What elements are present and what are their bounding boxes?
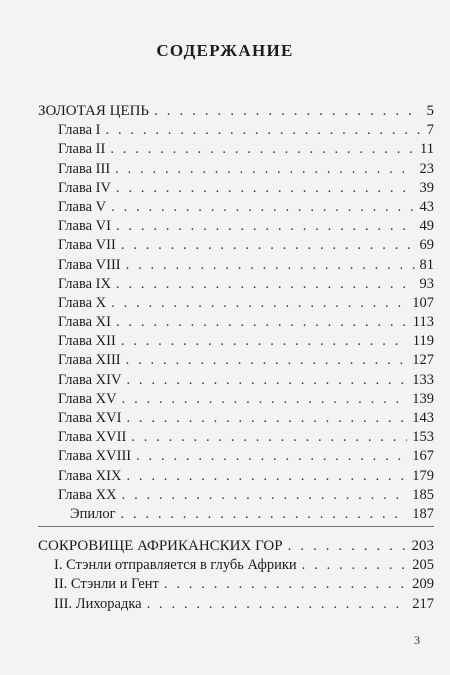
toc-chapter-row: [38, 332, 434, 351]
dot-leader: [126, 467, 407, 486]
chapter-title: II. Стэнли и Гент: [54, 576, 159, 593]
page-number: 167: [412, 448, 434, 465]
toc-chapter-row: [38, 256, 434, 275]
toc-chapter-row: [38, 556, 434, 575]
chapter-title: I. Стэнли отправляется в глубь Африки: [54, 557, 297, 574]
toc-chapter-row: [38, 140, 434, 159]
page-number: 185: [412, 486, 434, 503]
chapter-title: Глава XIV: [58, 371, 122, 388]
page-number: 39: [419, 179, 434, 196]
page-number: 205: [412, 557, 434, 574]
chapter-title: Глава II: [58, 141, 106, 158]
toc-chapter-row: [38, 217, 434, 236]
chapter-title: III. Лихорадка: [54, 595, 142, 612]
page-number: 23: [419, 160, 434, 177]
toc-part-1: [38, 102, 434, 524]
dot-leader: [154, 102, 421, 121]
dot-leader: [121, 236, 415, 255]
toc-chapter-row: [38, 390, 434, 409]
toc-chapter-row: [38, 121, 434, 140]
page-number: 11: [420, 141, 434, 158]
section-title: ЗОЛОТАЯ ЦЕПЬ: [38, 103, 150, 119]
toc-chapter-row: [38, 486, 434, 505]
epilogue-title: Эпилог: [70, 505, 116, 522]
toc-chapter-row: [38, 371, 434, 390]
chapter-title: Глава XIX: [58, 467, 122, 484]
chapter-title: Глава XII: [58, 333, 116, 350]
page-number: 119: [412, 333, 434, 350]
chapter-title: Глава XI: [58, 314, 111, 331]
dot-leader: [111, 198, 414, 217]
toc-chapter-row: [38, 428, 434, 447]
page-number: 203: [411, 538, 434, 554]
dot-leader: [106, 121, 422, 140]
dot-leader: [121, 332, 408, 351]
dot-leader: [116, 179, 415, 198]
page-number: 49: [419, 218, 434, 235]
toc-epilogue-row: [38, 505, 434, 524]
section-divider: [38, 526, 434, 527]
dot-leader: [126, 256, 415, 275]
dot-leader: [110, 140, 415, 159]
toc-chapter-row: [38, 467, 434, 486]
chapter-title: Глава V: [58, 198, 107, 215]
page-number: 5: [426, 103, 434, 119]
dot-leader: [116, 275, 415, 294]
dot-leader: [126, 351, 408, 370]
chapter-title: Глава III: [58, 160, 111, 177]
dot-leader: [115, 160, 414, 179]
dot-leader: [122, 390, 408, 409]
page-number: 93: [419, 275, 434, 292]
page-number: 113: [412, 314, 434, 331]
dot-leader: [121, 505, 408, 524]
page-folio: 3: [414, 633, 420, 647]
page-number: 187: [412, 505, 434, 522]
page-number: 139: [412, 390, 434, 407]
dot-leader: [122, 486, 408, 505]
chapter-title: Глава X: [58, 294, 107, 311]
toc-chapter-row: [38, 198, 434, 217]
page-number: 43: [419, 198, 434, 215]
dot-leader: [288, 537, 407, 556]
chapter-title: Глава IV: [58, 179, 111, 196]
page-number: 69: [419, 237, 434, 254]
toc-section-row: [38, 537, 434, 556]
chapter-title: Глава XVII: [58, 429, 127, 446]
dot-leader: [111, 294, 407, 313]
page-number: 143: [412, 410, 434, 426]
dot-leader: [116, 217, 415, 236]
section-title: СОКРОВИЩЕ АФРИКАНСКИХ ГОР: [38, 538, 283, 554]
dot-leader: [131, 428, 407, 447]
dot-leader: [126, 371, 407, 390]
dot-leader: [126, 409, 407, 428]
chapter-title: Глава XVI: [58, 410, 122, 426]
chapter-title: Глава VIII: [58, 256, 121, 273]
toc-chapter-row: [38, 179, 434, 198]
page-number: 217: [412, 595, 434, 612]
page-number: 153: [412, 429, 434, 446]
page-number: 107: [412, 294, 434, 311]
page-number: 7: [426, 122, 434, 139]
toc-chapter-row: [38, 351, 434, 370]
page-number: 133: [412, 371, 434, 388]
chapter-title: Глава VI: [58, 218, 111, 235]
page-number: 209: [412, 576, 434, 593]
toc-chapter-row: [38, 575, 434, 594]
toc-section-row: [38, 102, 434, 121]
page-number: 179: [412, 467, 434, 484]
dot-leader: [136, 447, 407, 466]
chapter-title: Глава IX: [58, 275, 111, 292]
toc-chapter-row: [38, 447, 434, 466]
toc-chapter-row: [38, 409, 434, 428]
page-number: 81: [419, 256, 434, 273]
toc-chapter-row: [38, 595, 434, 614]
chapter-title: Глава VII: [58, 237, 116, 254]
toc-chapter-row: [38, 294, 434, 313]
toc-chapter-row: [38, 313, 434, 332]
toc-chapter-row: [38, 236, 434, 255]
toc-chapter-row: [38, 160, 434, 179]
toc-part-2: [38, 537, 434, 614]
dot-leader: [147, 595, 408, 614]
chapter-title: Глава XVIII: [58, 448, 132, 465]
chapter-title: Глава XX: [58, 486, 117, 503]
dot-leader: [116, 313, 408, 332]
page-number: 127: [412, 352, 434, 369]
chapter-title: Глава XIII: [58, 352, 121, 369]
toc-chapter-row: [38, 275, 434, 294]
chapter-title: Глава XV: [58, 390, 117, 407]
dot-leader: [164, 575, 407, 594]
dot-leader: [302, 556, 408, 575]
chapter-title: Глава I: [58, 122, 101, 139]
page-title: СОДЕРЖАНИЕ: [156, 41, 294, 60]
